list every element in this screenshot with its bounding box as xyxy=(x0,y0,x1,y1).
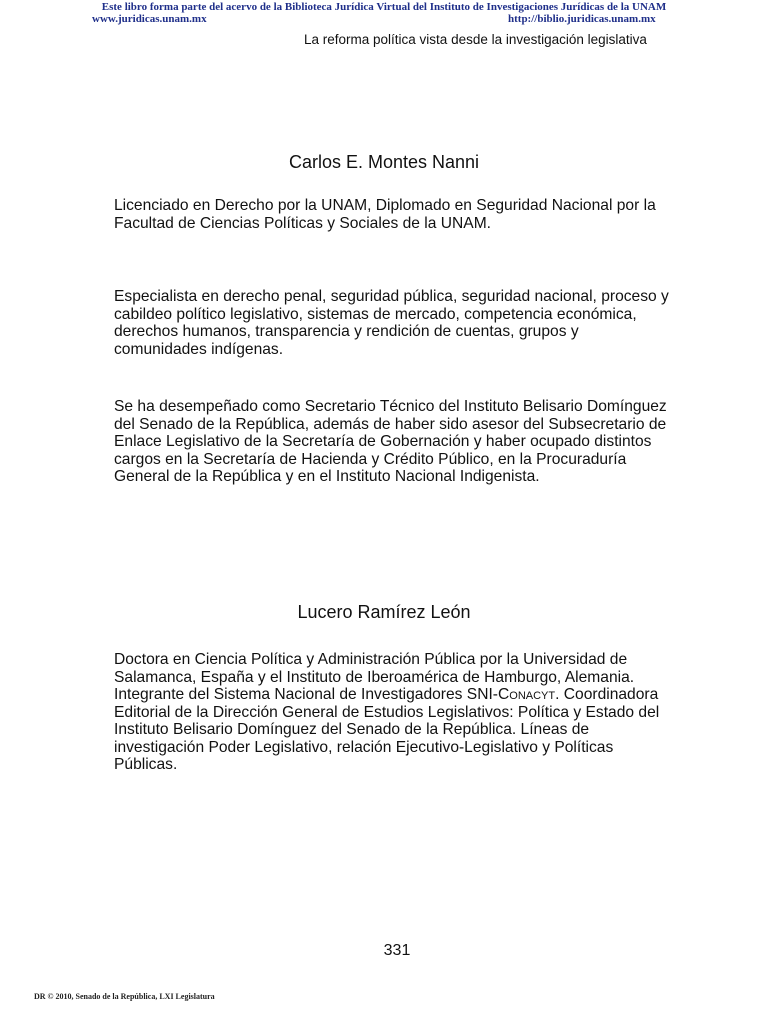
page-number: 331 xyxy=(383,942,411,959)
copyright-footer: DR © 2010, Senado de la República, LXI Legislatura xyxy=(34,992,215,1001)
biblio-link[interactable]: http://biblio.juridicas.unam.mx xyxy=(508,13,656,25)
conacyt-text: Conacyt xyxy=(498,686,556,703)
author-bio-paragraph: Especialista en derecho penal, seguridad pública, seguridad nacional, proceso y cabildeo político legislativo, sistemas de mercado, competencia económica, derechos humanos, transparencia y rendición de cuentas, grupos y comunidades indígenas. xyxy=(114,288,669,358)
author-bio-paragraph: Se ha desempeñado como Secretario Técnico del Instituto Belisario Domínguez del Senado de la República, además de haber sido asesor del Subsecretario de Enlace Legislativo de la Secretaría de Gobernación y haber ocupado distintos cargos en la Secretaría de Hacienda y Crédito Público, en la Procuraduría General de la República y en el Instituto Nacional Indigenista. xyxy=(114,398,667,485)
author-name: Carlos E. Montes Nanni xyxy=(288,152,480,172)
library-banner: Este libro forma parte del acervo de la Biblioteca Jurídica Virtual del Instituto de Investigaciones Jurídicas de la UNAM xyxy=(101,1,667,13)
author-name: Lucero Ramírez León xyxy=(297,602,471,622)
running-header: La reforma política vista desde la investigación legislativa xyxy=(304,32,647,47)
author-bio-paragraph: Licenciado en Derecho por la UNAM, Diplomado en Seguridad Nacional por la Facultad de Ciencias Políticas y Sociales de la UNAM. xyxy=(114,197,656,232)
bio-text: Doctora en Ciencia Política y Administración Pública por la Universidad de Salamanca, España y el Instituto de Iberoamérica de Hamburgo, Alemania. Integrante del Sistema Nacional de Investigadores SNI- xyxy=(114,651,635,703)
bio-text: . Coordinadora Editorial de la Dirección General de Estudios Legislativos: Política y Estado del Instituto Belisario Domínguez del Senado de la República. Líneas de investigación Poder Legislativo, relación Ejecutivo-Legislativo y Políticas Públicas. xyxy=(114,686,660,773)
author-bio-paragraph xyxy=(114,651,674,774)
juridicas-link[interactable]: www.juridicas.unam.mx xyxy=(92,13,207,25)
